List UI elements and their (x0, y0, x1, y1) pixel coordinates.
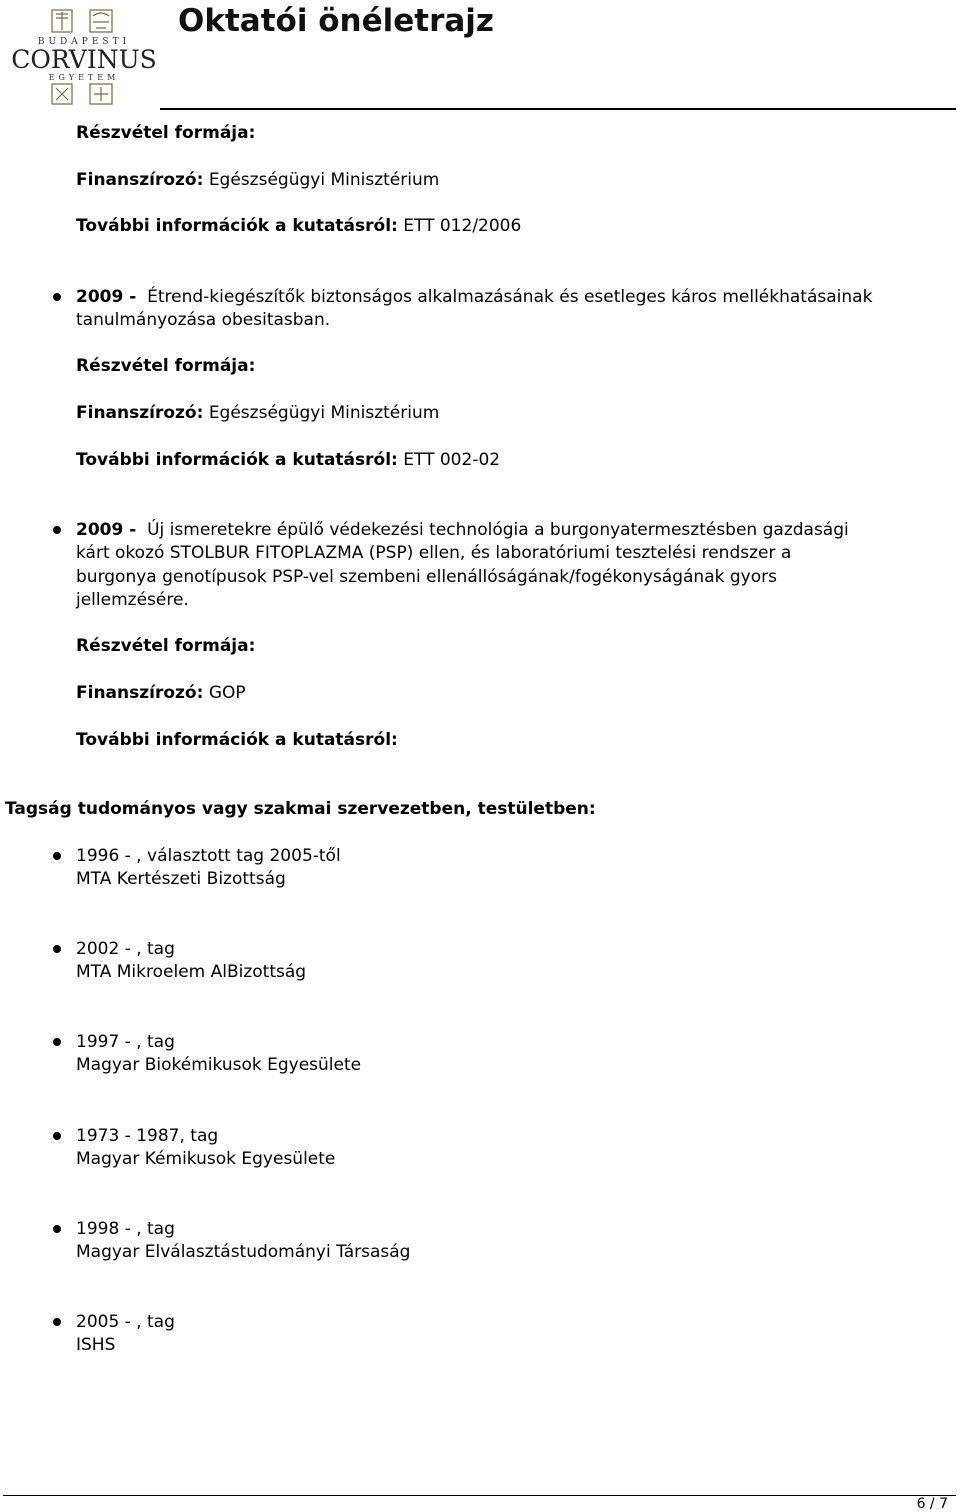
project-title-line (76, 285, 872, 309)
membership-org: Magyar Elválasztástudományi Társaság (76, 1242, 411, 1262)
project-title-line: jellemzésére. (76, 590, 189, 610)
more-info-label: További információk a kutatásról: (76, 450, 398, 470)
bullet-icon (53, 1038, 61, 1046)
bullet-icon (53, 526, 61, 534)
more-info-value: ETT 002-02 (403, 450, 501, 470)
membership-period: 2005 - , tag (76, 1312, 175, 1332)
bullet-icon (53, 1225, 61, 1233)
document-title: Oktatói önéletrajz (178, 3, 494, 39)
membership-period: 2002 - , tag (76, 939, 175, 959)
bullet-icon (53, 1132, 61, 1140)
logo-top-text: BUDAPESTI (37, 37, 131, 47)
participation-label: Részvétel formája: (76, 356, 256, 376)
page-number: 6 / 7 (916, 1496, 948, 1512)
page-header (0, 0, 960, 110)
funder-label: Finanszírozó: (76, 403, 204, 423)
footer-rule (3, 1495, 956, 1496)
membership-period: 1996 - , választott tag 2005-től (76, 846, 341, 866)
more-info-label: További információk a kutatásról: (76, 730, 398, 750)
funder-line (76, 168, 439, 192)
project-title-line: kárt okozó STOLBUR FITOPLAZMA (PSP) ellen, és laboratóriumi tesztelési rendszer a (76, 543, 792, 563)
more-info-line (76, 728, 398, 752)
membership-period: 1997 - , tag (76, 1032, 175, 1052)
funder-label: Finanszírozó: (76, 170, 204, 190)
logo-bottom-text: EGYETEM (48, 73, 120, 82)
project-title-line: tanulmányozása obesitasban. (76, 310, 331, 330)
membership-org: MTA Mikroelem AlBizottság (76, 962, 307, 982)
membership-heading: Tagság tudományos vagy szakmai szervezetben, testületben: (5, 799, 596, 819)
funder-line (76, 401, 439, 425)
membership-org: MTA Kertészeti Bizottság (76, 869, 286, 889)
bullet-icon (53, 293, 61, 301)
project-title-line (76, 518, 849, 542)
bullet-icon (53, 945, 61, 953)
header-rule (160, 108, 956, 110)
project-year: 2009 - (76, 287, 137, 307)
project-title: Új ismeretekre épülő védekezési technológia a burgonyatermesztésben gazdasági (147, 520, 849, 540)
funder-line (76, 681, 246, 705)
membership-period: 1998 - , tag (76, 1219, 175, 1239)
project-year: 2009 - (76, 520, 137, 540)
bullet-icon (53, 852, 61, 860)
participation-label: Részvétel formája: (76, 636, 256, 656)
funder-value: Egészségügyi Minisztérium (208, 403, 440, 423)
project-title-line: burgonya genotípusok PSP-vel szembeni ellenállóságának/fogékonyságának gyors (76, 567, 777, 587)
more-info-line (76, 214, 521, 238)
membership-org: ISHS (76, 1335, 116, 1355)
more-info-line (76, 448, 500, 472)
funder-label: Finanszírozó: (76, 683, 204, 703)
membership-org: Magyar Kémikusok Egyesülete (76, 1149, 336, 1169)
membership-period: 1973 - 1987, tag (76, 1126, 219, 1146)
more-info-value: ETT 012/2006 (403, 216, 522, 236)
funder-value: Egészségügyi Minisztérium (208, 170, 440, 190)
logo-main-text: CORVINUS (11, 45, 157, 74)
more-info-label: További információk a kutatásról: (76, 216, 398, 236)
corvinus-logo (4, 4, 164, 106)
funder-value: GOP (208, 683, 246, 703)
participation-label: Részvétel formája: (76, 123, 256, 143)
membership-org: Magyar Biokémikusok Egyesülete (76, 1055, 362, 1075)
bullet-icon (53, 1318, 61, 1326)
project-title: Étrend-kiegészítők biztonságos alkalmazásának és esetleges káros mellékhatásainak (147, 287, 873, 307)
